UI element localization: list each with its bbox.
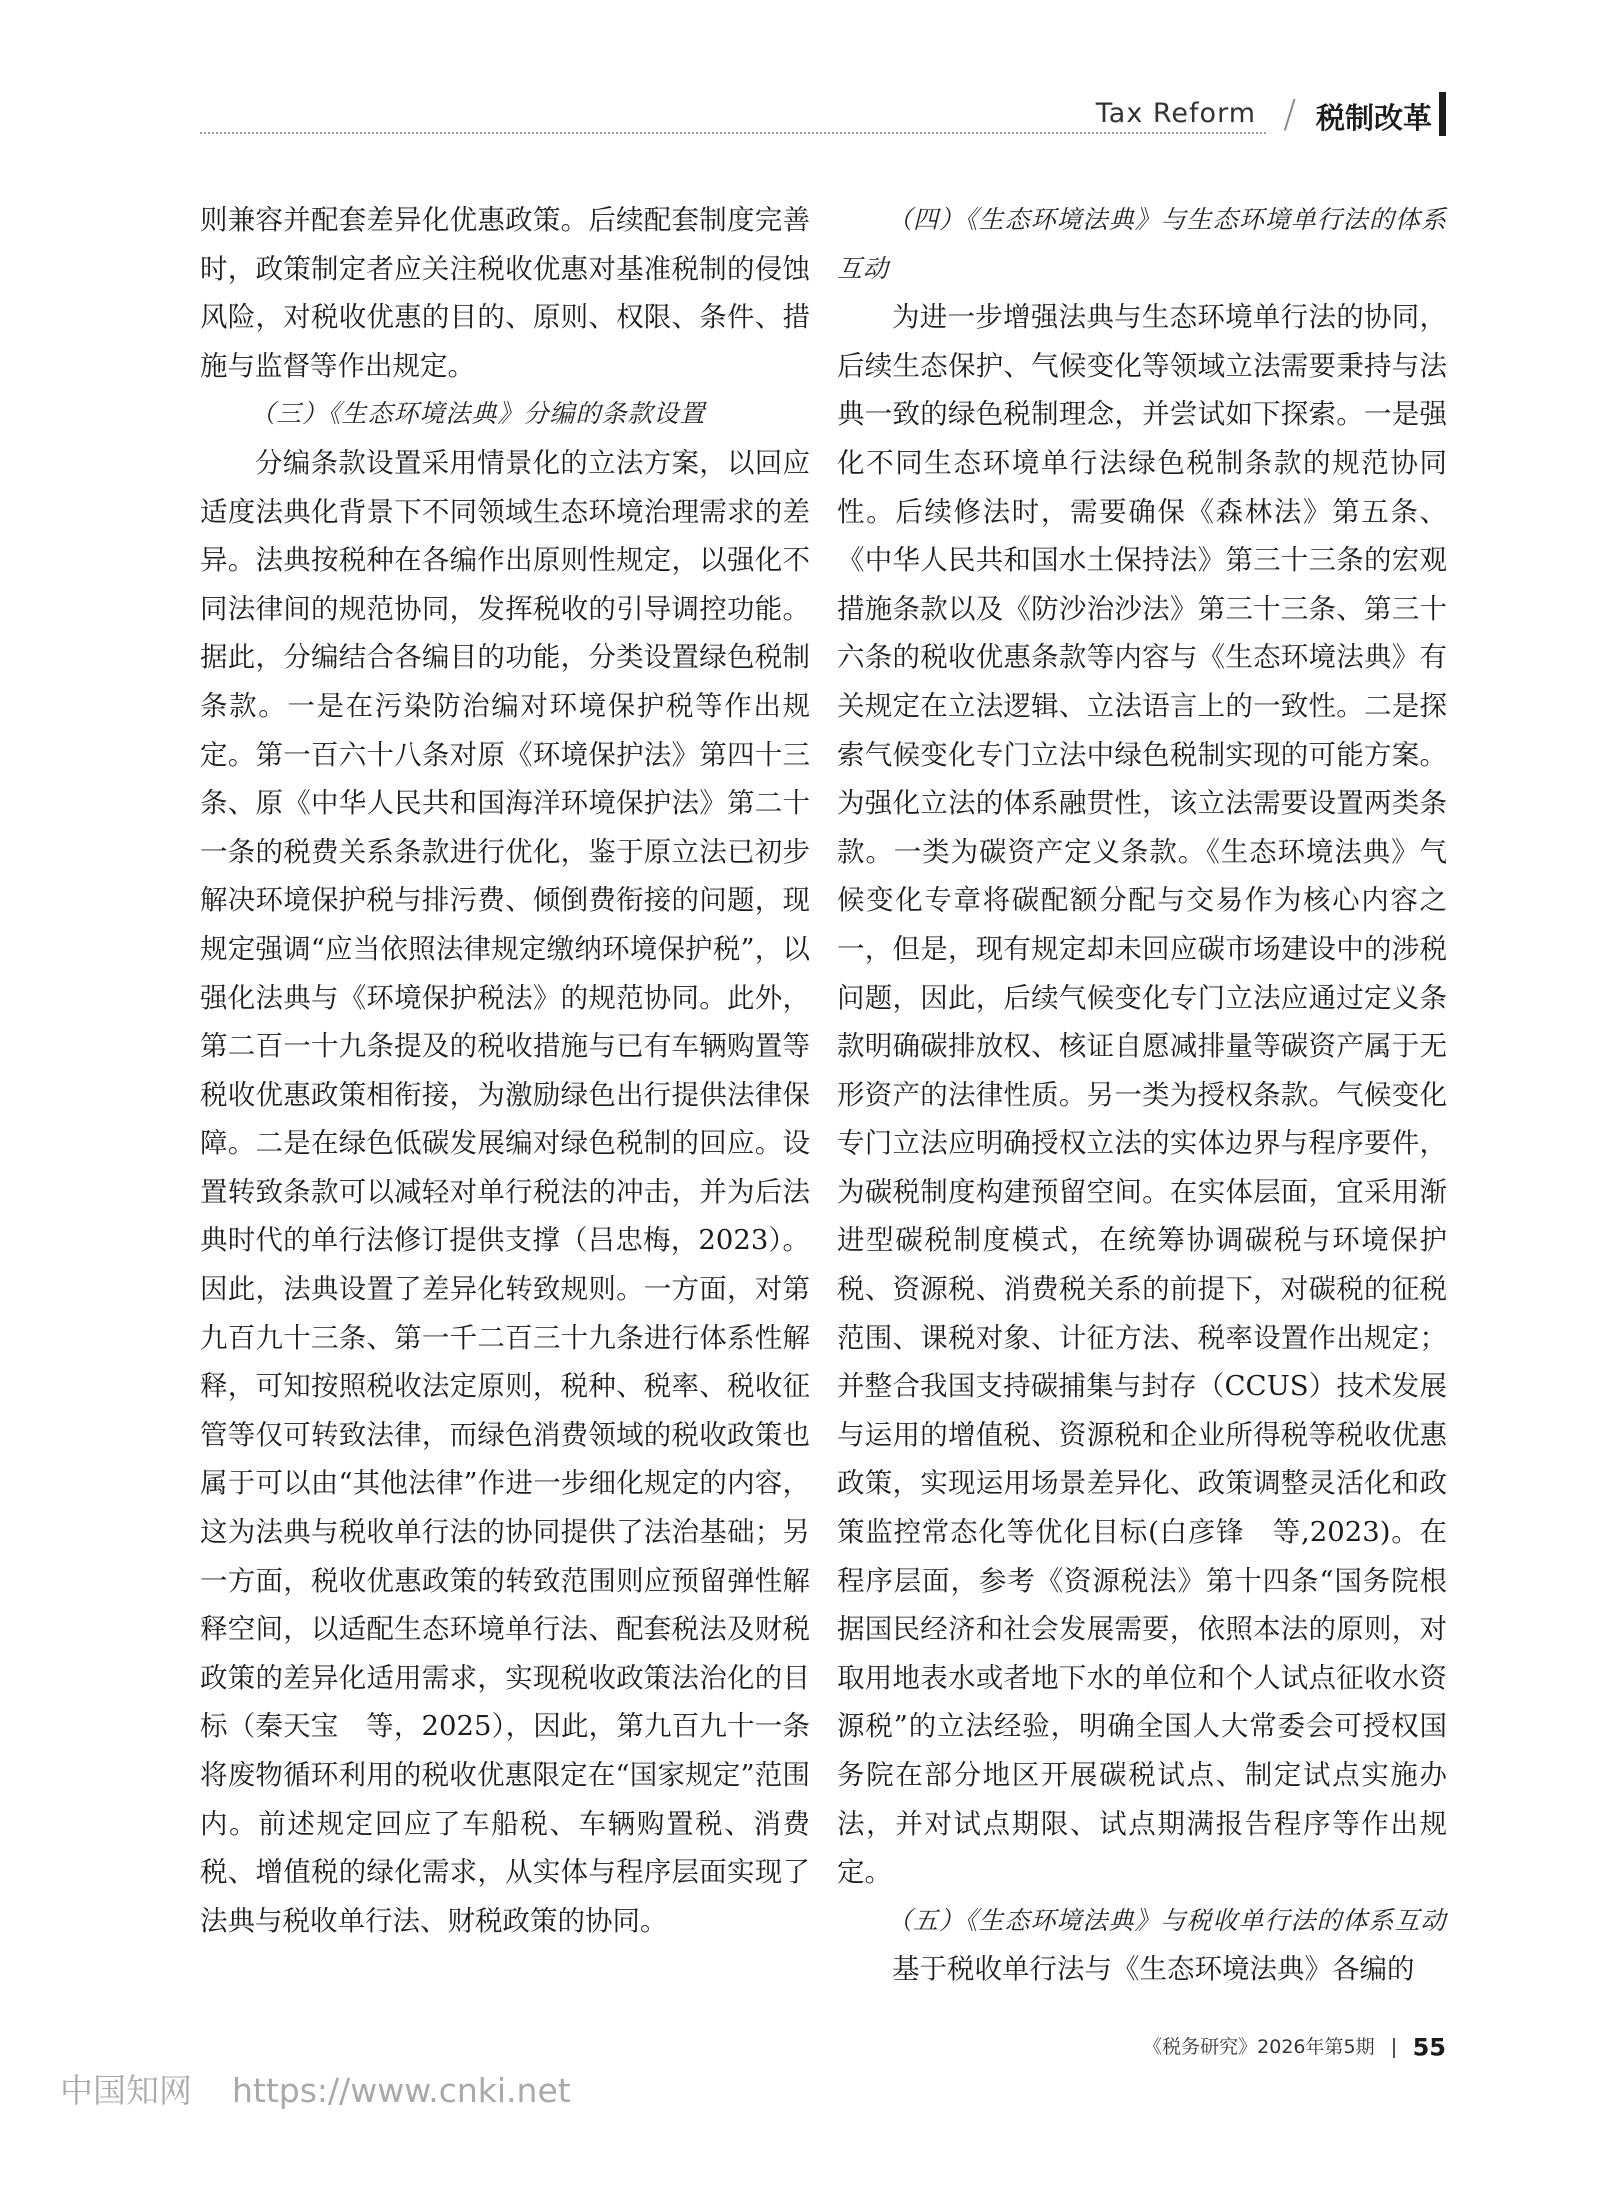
- section-heading: （四）《生态环境法典》与生态环境单行法的体系互动: [837, 205, 1447, 283]
- left-column: [200, 196, 810, 1945]
- paragraph: 为进一步增强法典与生态环境单行法的协同，后续生态保护、气候变化等领域立法需要秉持与法典一致的绿色税制理念，并尝试如下探索。一是强化不同生态环境单行法绿色税制条款的规范协同性。后续修法时，需要确保《森林法》第五条、《中华人民共和国水土保持法》第三十三条的宏观措施条款以及《防沙治沙法》第三十三条、第三十六条的税收优惠条款等内容与《生态环境法典》有关规定在立法逻辑、立法语言上的一致性。二是探索气候变化专门立法中绿色税制实现的可能方案。为强化立法的体系融贯性，该立法需要设置两类条款。一类为碳资产定义条款。《生态环境法典》气候变化专章将碳配额分配与交易作为核心内容之一，但是，现有规定却未回应碳市场建设中的涉税问题，因此，后续气候变化专门立法应通过定义条款明确碳排放权、核证自愿减排量等碳资产属于无形资产的法律性质。另一类为授权条款。气候变化专门立法应明确授权立法的实体边界与程序要件，为碳税制度构建预留空间。在实体层面，宜采用渐进型碳税制度模式，在统筹协调碳税与环境保护税、资源税、消费税关系的前提下，对碳税的征税范围、课税对象、计征方法、税率设置作出规定；并整合我国支持碳捕集与封存（CCUS）技术发展与运用的增值税、资源税和企业所得税等税收优惠政策，实现运用场景差异化、政策调整灵活化和政策监控常态化等优化目标(白彦锋 等,2023)。在程序层面，参考《资源税法》第十四条“国务院根据国民经济和社会发展需要，依照本法的原则，对取用地表水或者地下水的单位和个人试点征收水资源税”的立法经验，明确全国人大常委会可授权国务院在部分地区开展碳税试点、制定试点实施办法，并对试点期限、试点期满报告程序等作出规定。: [837, 301, 1447, 1889]
- paragraph: 分编条款设置采用情景化的立法方案，以回应适度法典化背景下不同领域生态环境治理需求的差异。法典按税种在各编作出原则性规定，以强化不同法律间的规范协同，发挥税收的引导调控功能。据此，分编结合各编目的功能，分类设置绿色税制条款。一是在污染防治编对环境保护税等作出规定。第一百六十八条对原《环境保护法》第四十三条、原《中华人民共和国海洋环境保护法》第二十一条的税费关系条款进行优化，鉴于原立法已初步解决环境保护税与排污费、倾倒费衔接的问题，现规定强调“应当依照法律规定缴纳环境保护税”，以强化法典与《环境保护税法》的规范协同。此外，第二百一十九条提及的税收措施与已有车辆购置等税收优惠政策相衔接，为激励绿色出行提供法律保障。二是在绿色低碳发展编对绿色税制的回应。设置转致条款可以减轻对单行税法的冲击，并为后法典时代的单行法修订提供支撑（吕忠梅，2023）。因此，法典设置了差异化转致规则。一方面，对第九百九十三条、第一千二百三十九条进行体系性解释，可知按照税收法定原则，税种、税率、税收征管等仅可转致法律，而绿色消费领域的税收政策也属于可以由“其他法律”作进一步细化规定的内容，这为法典与税收单行法的协同提供了法治基础；另一方面，税收优惠政策的转致范围则应预留弹性解释空间，以适配生态环境单行法、配套税法及财税政策的差异化适用需求，实现税收政策法治化的目标（秦天宝 等，2025），因此，第九百九十一条将废物循环利用的税收优惠限定在“国家规定”范围内。前述规定回应了车船税、车辆购置税、消费税、增值税的绿化需求，从实体与程序层面实现了法典与税收单行法、财税政策的协同。: [200, 446, 810, 1937]
- running-header: [200, 92, 1446, 136]
- section-title-zh: 税制改革: [1315, 101, 1432, 135]
- paragraph: 基于税收单行法与《生态环境法典》各编的: [892, 1953, 1415, 1986]
- page-footer: [1143, 2032, 1446, 2062]
- watermark-url: https://www.cnki.net: [232, 2071, 571, 2110]
- section-title-en: Tax Reform: [1095, 98, 1256, 129]
- section-heading: （三）《生态环境法典》分编的条款设置: [250, 399, 706, 429]
- header-bar: [1439, 92, 1446, 136]
- footer-divider: [1393, 2038, 1395, 2058]
- watermark-brand: 中国知网: [60, 2071, 192, 2110]
- header-slash-divider: /: [1283, 92, 1296, 136]
- journal-issue: 《税务研究》2026年第5期: [1143, 2036, 1375, 2058]
- watermark: [60, 2065, 571, 2112]
- paragraph: 则兼容并配套差异化优惠政策。后续配套制度完善时，政策制定者应关注税收优惠对基准税制的侵蚀风险，对税收优惠的目的、原则、权限、条件、措施与监督等作出规定。: [200, 204, 810, 382]
- header-dotted-rule: [200, 132, 1266, 134]
- right-column: [837, 196, 1447, 1994]
- section-heading: （五）《生态环境法典》与税收单行法的体系互动: [887, 1905, 1447, 1935]
- page-number: 55: [1412, 2033, 1446, 2062]
